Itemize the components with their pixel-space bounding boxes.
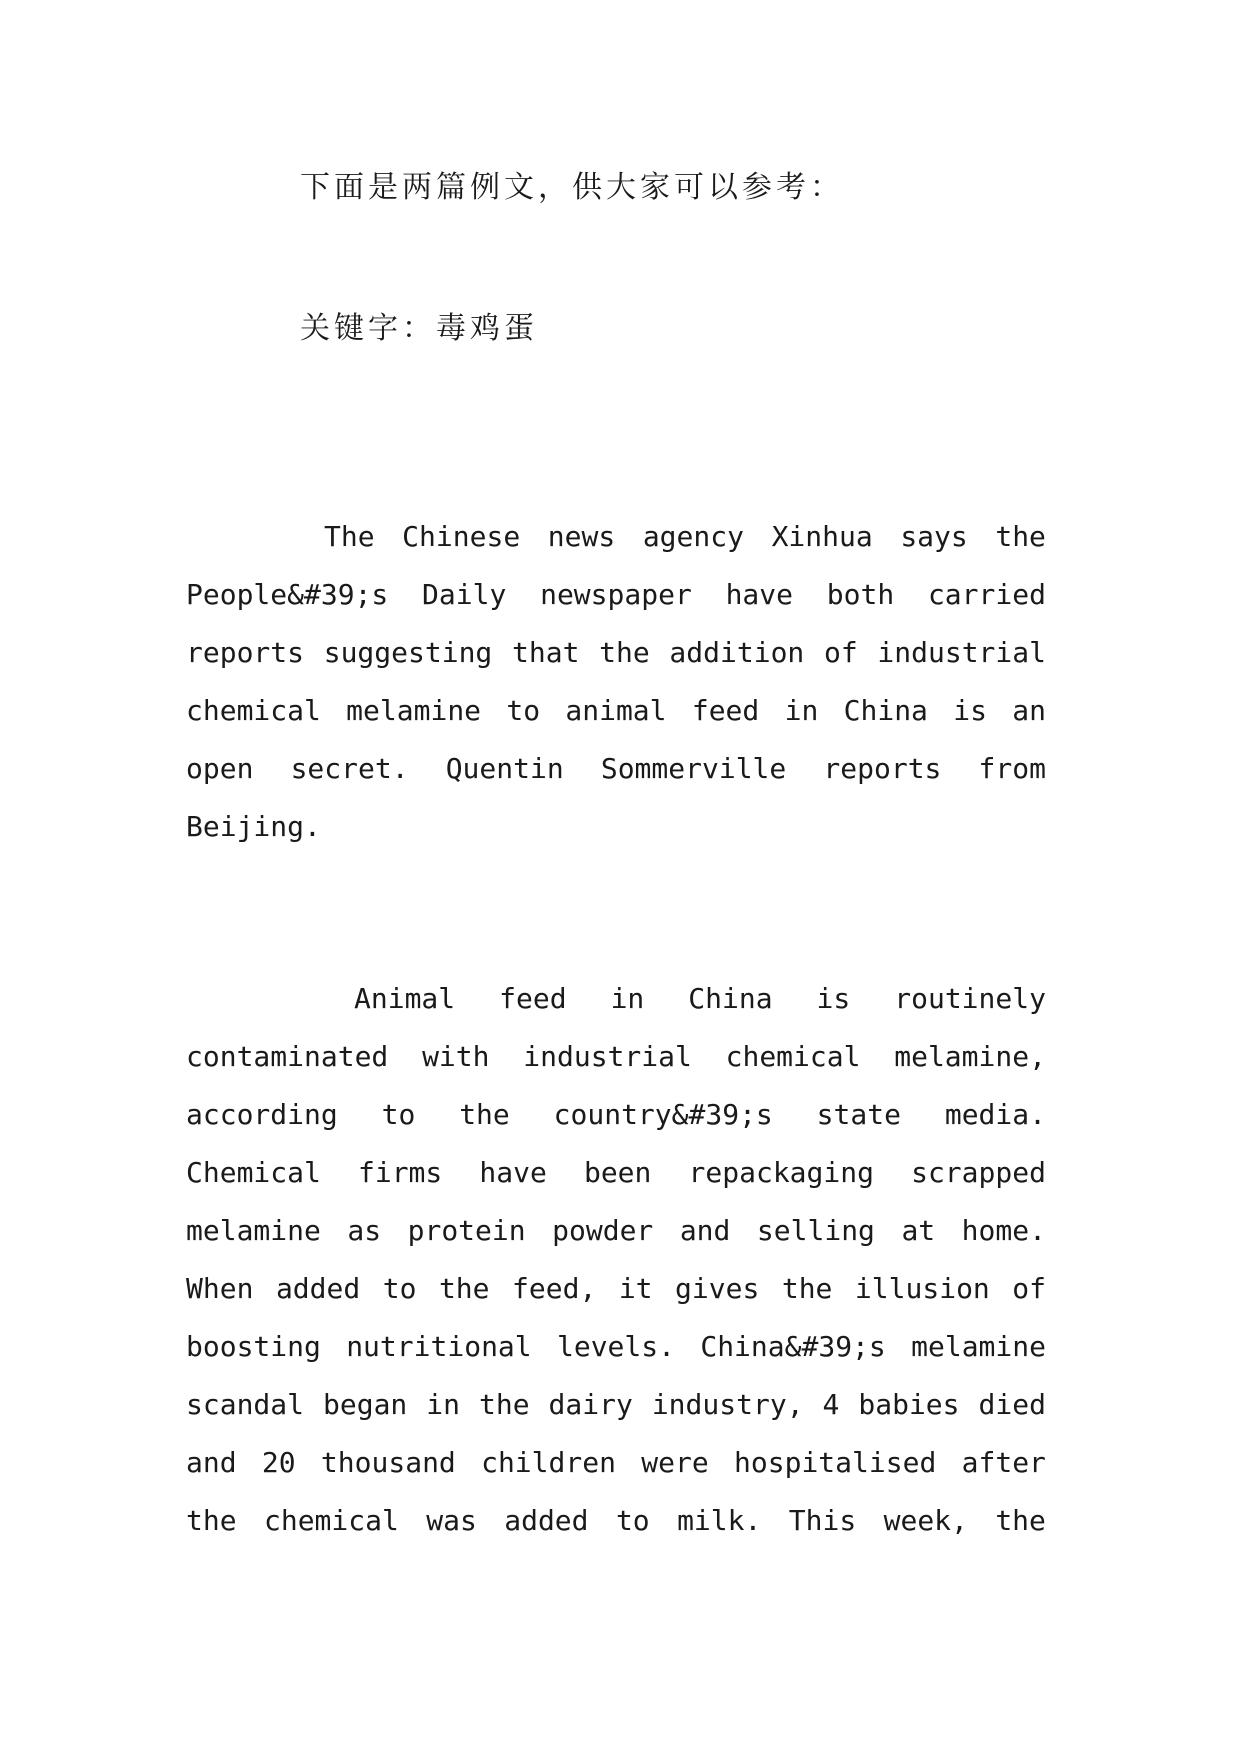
word: thousand [320,1446,456,1479]
word: have [479,1156,547,1189]
word: chemical [186,694,321,727]
word: and [679,1214,731,1247]
word: The [324,520,375,553]
word: and [186,1446,237,1479]
word: the [478,1388,530,1421]
word: powder [552,1214,654,1247]
word: died [978,1388,1046,1421]
text-line [186,1492,1046,1550]
word: feed, [512,1272,597,1305]
word: Sommerville [600,752,787,785]
word: 4 [822,1388,840,1421]
word: of [1012,1272,1046,1305]
word: Daily [422,578,507,611]
word: firms [357,1156,443,1189]
word: the [781,1272,833,1305]
word: is [953,694,987,727]
word: the [459,1098,510,1131]
word: dairy [548,1388,633,1421]
word: to [615,1504,650,1537]
word: illusion [854,1272,990,1305]
word: China [843,694,928,727]
word: Chemical [186,1156,321,1189]
word: week, [883,1504,968,1537]
text-line [186,566,1046,624]
word: to [382,1272,417,1305]
word: country&#39;s [553,1098,773,1131]
word: both [826,578,895,611]
word: gives [675,1272,760,1305]
word: is [816,982,851,1015]
word: an [1012,694,1046,727]
word: melamine [911,1330,1046,1363]
word: reports [186,636,305,669]
word: selling [756,1214,875,1247]
text-line [186,1318,1046,1376]
word: according [186,1098,338,1131]
text-line [186,1028,1046,1086]
text-line [186,1202,1046,1260]
word: the [995,1504,1046,1537]
word: scandal [186,1388,305,1421]
word: Xinhua [771,520,873,553]
word: Quentin [445,752,564,785]
word: feed [499,982,567,1015]
word: after [961,1446,1046,1479]
word: Chinese [402,520,521,553]
word: protein [407,1214,526,1247]
word: milk. [677,1504,762,1537]
word: industry, [651,1388,804,1421]
word: in [610,982,645,1015]
paragraph-2 [186,970,1046,1550]
word: added [504,1504,589,1537]
word: to [506,694,541,727]
word: the [995,520,1046,553]
word: melamine [186,1214,321,1247]
word: newspaper [540,578,692,611]
word: industrial [523,1040,692,1073]
text-line [186,682,1046,740]
word: animal [565,694,667,727]
text-line [186,508,1046,566]
word: contaminated [186,1040,389,1073]
word: were [641,1446,709,1479]
word: suggesting [323,636,493,669]
word: melamine, [894,1040,1046,1073]
word: China [688,982,773,1015]
text-line [186,624,1046,682]
word: China&#39;s [700,1330,886,1363]
word: to [381,1098,416,1131]
word: the [599,636,650,669]
word: says [900,520,968,553]
word: levels. [556,1330,675,1363]
word: 20 [261,1446,296,1479]
word: Beijing. [186,810,321,843]
word: When [186,1272,254,1305]
word: secret. [290,752,409,785]
word: open [186,752,254,785]
word: Animal [354,982,456,1015]
word: in [784,694,819,727]
paragraph-1 [186,508,1046,856]
word: chemical [263,1504,399,1537]
intro-line: 下面是两篇例文，供大家可以参考： [300,170,844,205]
word: state [816,1098,901,1131]
word: industrial [877,636,1046,669]
word: news [547,520,616,553]
word: with [422,1040,490,1073]
keywords-line: 关键字：毒鸡蛋 [300,311,538,346]
word: carried [927,578,1046,611]
word: agency [642,520,744,553]
word: addition [669,636,805,669]
word: the [438,1272,490,1305]
word: boosting [186,1330,321,1363]
word: children [481,1446,616,1479]
word: People&#39;s [186,578,389,611]
word: home. [961,1214,1046,1247]
word: in [426,1388,460,1421]
word: was [426,1504,477,1537]
word: hospitalised [734,1446,937,1479]
word: of [823,636,858,669]
word: that [512,636,580,669]
word: been [583,1156,652,1189]
word: added [275,1272,361,1305]
word: scrapped [911,1156,1046,1189]
word: feed [691,694,760,727]
word: babies [858,1388,960,1421]
word: nutritional [346,1330,532,1363]
word: began [323,1388,408,1421]
text-line [186,970,1046,1028]
word: melamine [346,694,482,727]
word: media. [944,1098,1046,1131]
word: repackaging [688,1156,874,1189]
word: from [978,752,1046,785]
word: reports [823,752,942,785]
word: have [725,578,793,611]
text-line [186,1260,1046,1318]
word: routinely [894,982,1046,1015]
text-line [186,1434,1046,1492]
text-line [186,1144,1046,1202]
text-line [186,740,1046,798]
text-line [186,1376,1046,1434]
word: the [186,1504,237,1537]
word: This [788,1504,857,1537]
text-line [186,798,1046,856]
text-line [186,1086,1046,1144]
word: as [347,1214,382,1247]
word: at [901,1214,936,1247]
word: it [618,1272,653,1305]
word: chemical [725,1040,861,1073]
